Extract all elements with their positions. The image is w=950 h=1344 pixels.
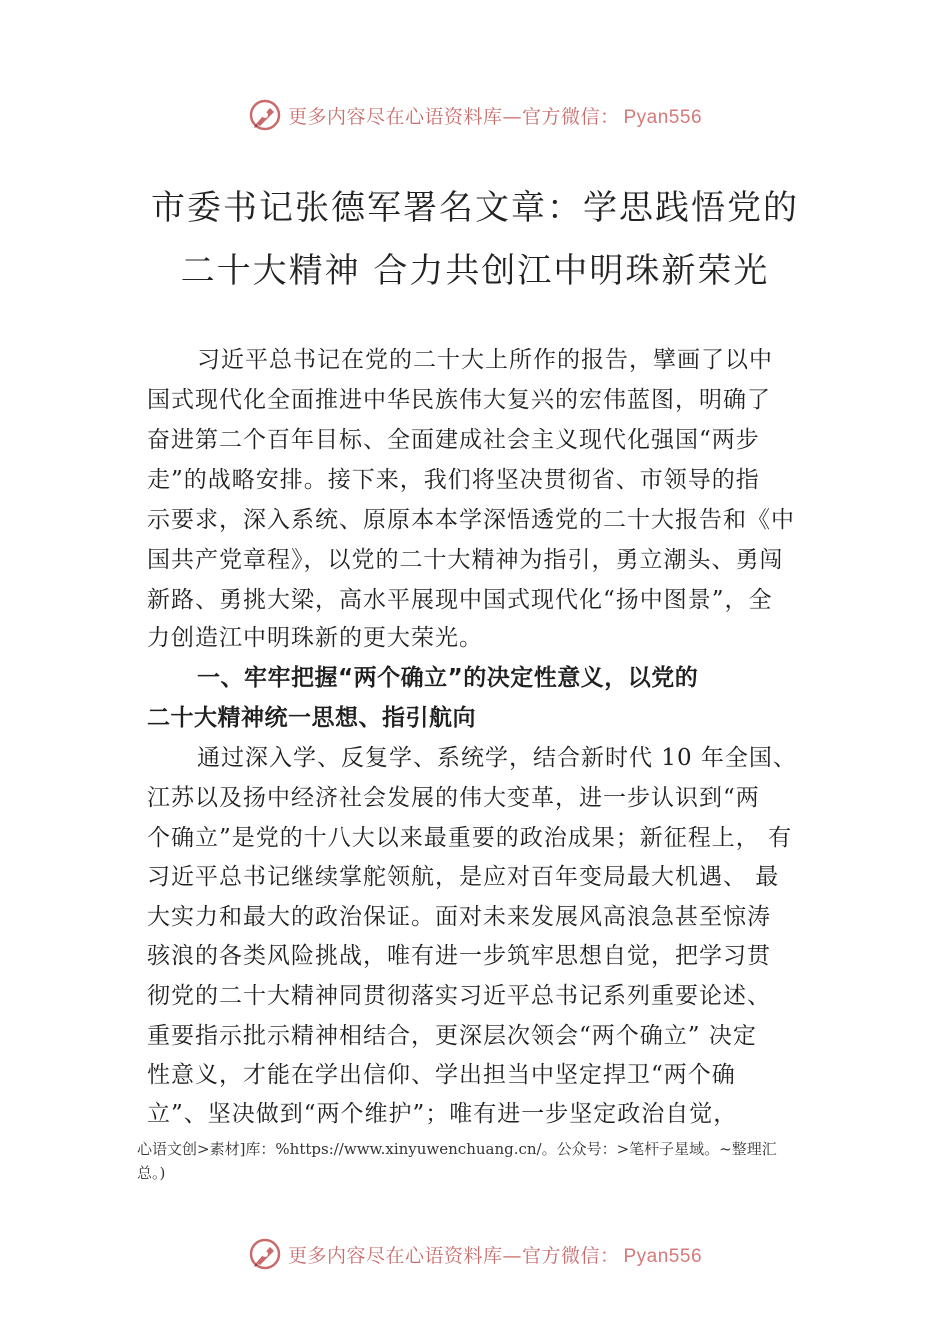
paragraph-line: 示要求，深入系统、原原本本学深悟透党的二十大报告和《中 xyxy=(147,507,795,533)
paragraph-line: 立”、坚决做到“两个维护”；唯有进一步坚定政治自觉， xyxy=(147,1101,738,1127)
paragraph-line: 性意义，才能在学出信仰、学出担当中坚定捍卫“两个确 xyxy=(147,1062,736,1088)
paragraph-line: 习近平总书记继续掌舵领航，是应对百年变局最大机遇、 最 xyxy=(147,864,780,890)
document-title-line-1: 市委书记张德军署名文章：学思践悟党的 xyxy=(151,188,799,228)
watermark-text xyxy=(288,102,702,129)
pen-logo-icon xyxy=(248,1237,282,1271)
paragraph-line: 走”的战略安排。接下来，我们将坚决贯彻省、市领导的指 xyxy=(147,467,760,493)
paragraph-line: 骇浪的各类风险挑战，唯有进一步筑牢思想自觉，把学习贯 xyxy=(147,943,771,969)
paragraph-line: 彻党的二十大精神同贯彻落实习近平总书记系列重要论述、 xyxy=(147,983,771,1009)
watermark-label: 更多内容尽在心语资料库—官方微信： xyxy=(287,1244,620,1267)
footnote-line-2: 总。) xyxy=(137,1164,166,1182)
header-watermark xyxy=(0,95,950,135)
footnote-line-1: 心语文创>素材]库：%https://www.xinyuwenchuang.cn/。公众号：>笔杆子星域。~整理汇 xyxy=(137,1140,777,1158)
paragraph-line: 新路、勇挑大梁，高水平展现中国式现代化“扬中图景”，全 xyxy=(147,587,773,613)
paragraph-line: 个确立”是党的十八大以来最重要的政治成果；新征程上， 有 xyxy=(147,825,793,851)
paragraph-line: 通过深入学、反复学、系统学，结合新时代 10 年全国、 xyxy=(197,745,797,771)
paragraph-line: 习近平总书记在党的二十大上所作的报告，擘画了以中 xyxy=(197,347,773,373)
pen-logo-icon xyxy=(248,98,282,132)
paragraph-line: 大实力和最大的政治保证。面对未来发展风高浪急甚至惊涛 xyxy=(147,904,771,930)
section-heading-line-1: 一、牢牢把握“两个确立”的决定性意义，以党的 xyxy=(197,665,699,691)
document-title-line-2: 二十大精神 合力共创江中明珠新荣光 xyxy=(180,251,770,291)
paragraph-line: 江苏以及扬中经济社会发展的伟大变革，进一步认识到“两 xyxy=(147,785,760,811)
paragraph-line: 国共产党章程》，以党的二十大精神为指引，勇立潮头、勇闯 xyxy=(147,547,784,573)
paragraph-line: 奋进第二个百年目标、全面建成社会主义现代化强国“两步 xyxy=(147,427,760,453)
paragraph-line: 力创造江中明珠新的更大荣光。 xyxy=(147,625,483,651)
footer-watermark xyxy=(0,1234,950,1274)
watermark-wechat-id: Pyan556 xyxy=(623,1245,703,1267)
watermark-wechat-id: Pyan556 xyxy=(623,106,703,128)
watermark-label: 更多内容尽在心语资料库—官方微信： xyxy=(287,105,620,128)
paragraph-line: 重要指示批示精神相结合，更深层次领会“两个确立” 决定 xyxy=(147,1023,757,1049)
watermark-text xyxy=(288,1241,702,1268)
section-heading-line-2: 二十大精神统一思想、指引航向 xyxy=(147,705,476,731)
paragraph-line: 国式现代化全面推进中华民族伟大复兴的宏伟蓝图，明确了 xyxy=(147,387,771,413)
